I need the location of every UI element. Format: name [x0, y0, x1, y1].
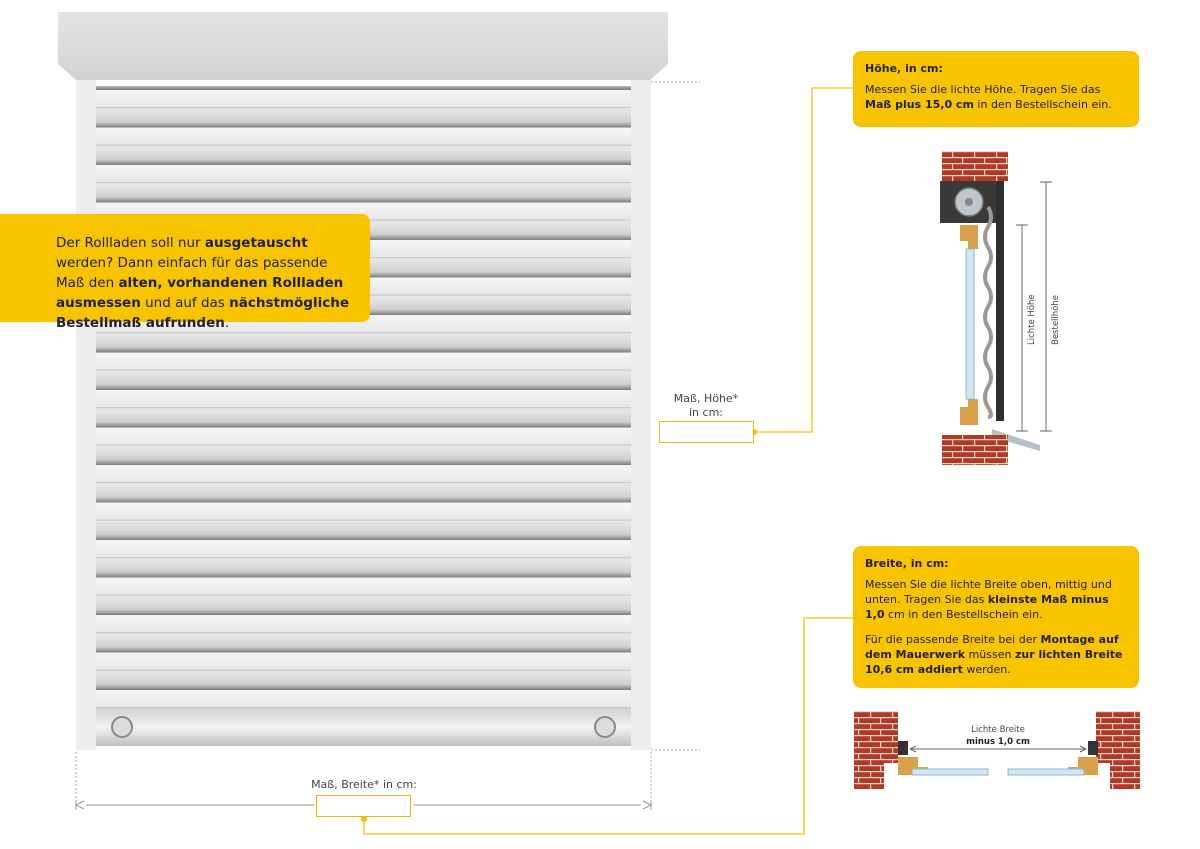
- width-info-p2-t3: werden.: [962, 663, 1011, 676]
- width-info-p1-b1: kleinste Maß minus 1,0: [865, 593, 1109, 621]
- height-info-t2: in den Bestellschein ein.: [973, 98, 1112, 111]
- width-field-label: Maß, Breite* in cm:: [311, 778, 417, 791]
- width-info-p1-t1: Messen Sie die lichte Breite oben, mittig und unten. Tragen Sie das: [865, 578, 1112, 606]
- height-info-title: Höhe, in cm:: [865, 62, 943, 75]
- frame-top: [960, 225, 978, 249]
- intro-text-4: .: [224, 315, 230, 331]
- left-wall: [854, 711, 898, 789]
- width-info-p2-t2: müssen: [965, 648, 1015, 661]
- intro-callout: [0, 214, 370, 331]
- height-info-text: [865, 82, 1127, 112]
- height-info-b1: Maß plus 15,0 cm: [865, 98, 974, 111]
- curtain: [985, 207, 991, 417]
- intro-bold-1: ausgetauscht: [204, 235, 308, 251]
- width-info-p2-t1: Für die passende Breite bei der: [865, 633, 1041, 646]
- intro-text-2: werden? Dann einfach für das passende Maß den: [56, 255, 328, 291]
- height-info-t1: Messen Sie die lichte Höhe. Tragen Sie das: [865, 83, 1101, 96]
- height-input[interactable]: [659, 421, 754, 443]
- width-input[interactable]: [316, 795, 411, 817]
- intro-bold-2: alten, vorhandenen Rollladen ausmessen: [56, 275, 344, 311]
- width-info-p1-t2: cm in den Bestellschein ein.: [884, 608, 1043, 621]
- height-label-line1: Maß, Höhe*: [673, 392, 739, 405]
- height-label-line2: in cm:: [689, 406, 723, 419]
- lichte-hoehe-label: Lichte Höhe: [1027, 294, 1037, 345]
- width-info-title: Breite, in cm:: [865, 557, 949, 570]
- width-info-para-1: [865, 577, 1127, 622]
- bestellhoehe-label: Bestellhöhe: [1051, 295, 1061, 345]
- intro-text-1: Der Rollladen soll nur: [56, 235, 205, 251]
- minus-label: minus 1,0 cm: [966, 737, 1030, 747]
- width-info-p2-b1: Montage auf dem Mauerwerk: [865, 633, 1119, 661]
- intro-bold-3: nächstmögliche Bestellmaß aufrunden: [56, 295, 349, 331]
- side-section-diagram: [930, 145, 1070, 475]
- right-wall: [1096, 711, 1140, 789]
- height-info-callout: [853, 51, 1139, 127]
- height-field-label: [658, 392, 754, 420]
- glass-pane: [966, 249, 974, 399]
- top-section-diagram: [848, 705, 1148, 800]
- width-info-callout: [853, 546, 1139, 688]
- intro-text-3: und auf das: [140, 295, 230, 311]
- lichte-breite-label: Lichte Breite: [971, 725, 1025, 735]
- width-info-para-2: [865, 632, 1127, 677]
- frame-bottom: [960, 399, 978, 425]
- bottom-brick-wall: [942, 435, 1008, 465]
- width-info-p2-b2: zur lichten Breite 10,6 cm addiert: [865, 648, 1123, 676]
- top-brick-wall: [942, 151, 1008, 181]
